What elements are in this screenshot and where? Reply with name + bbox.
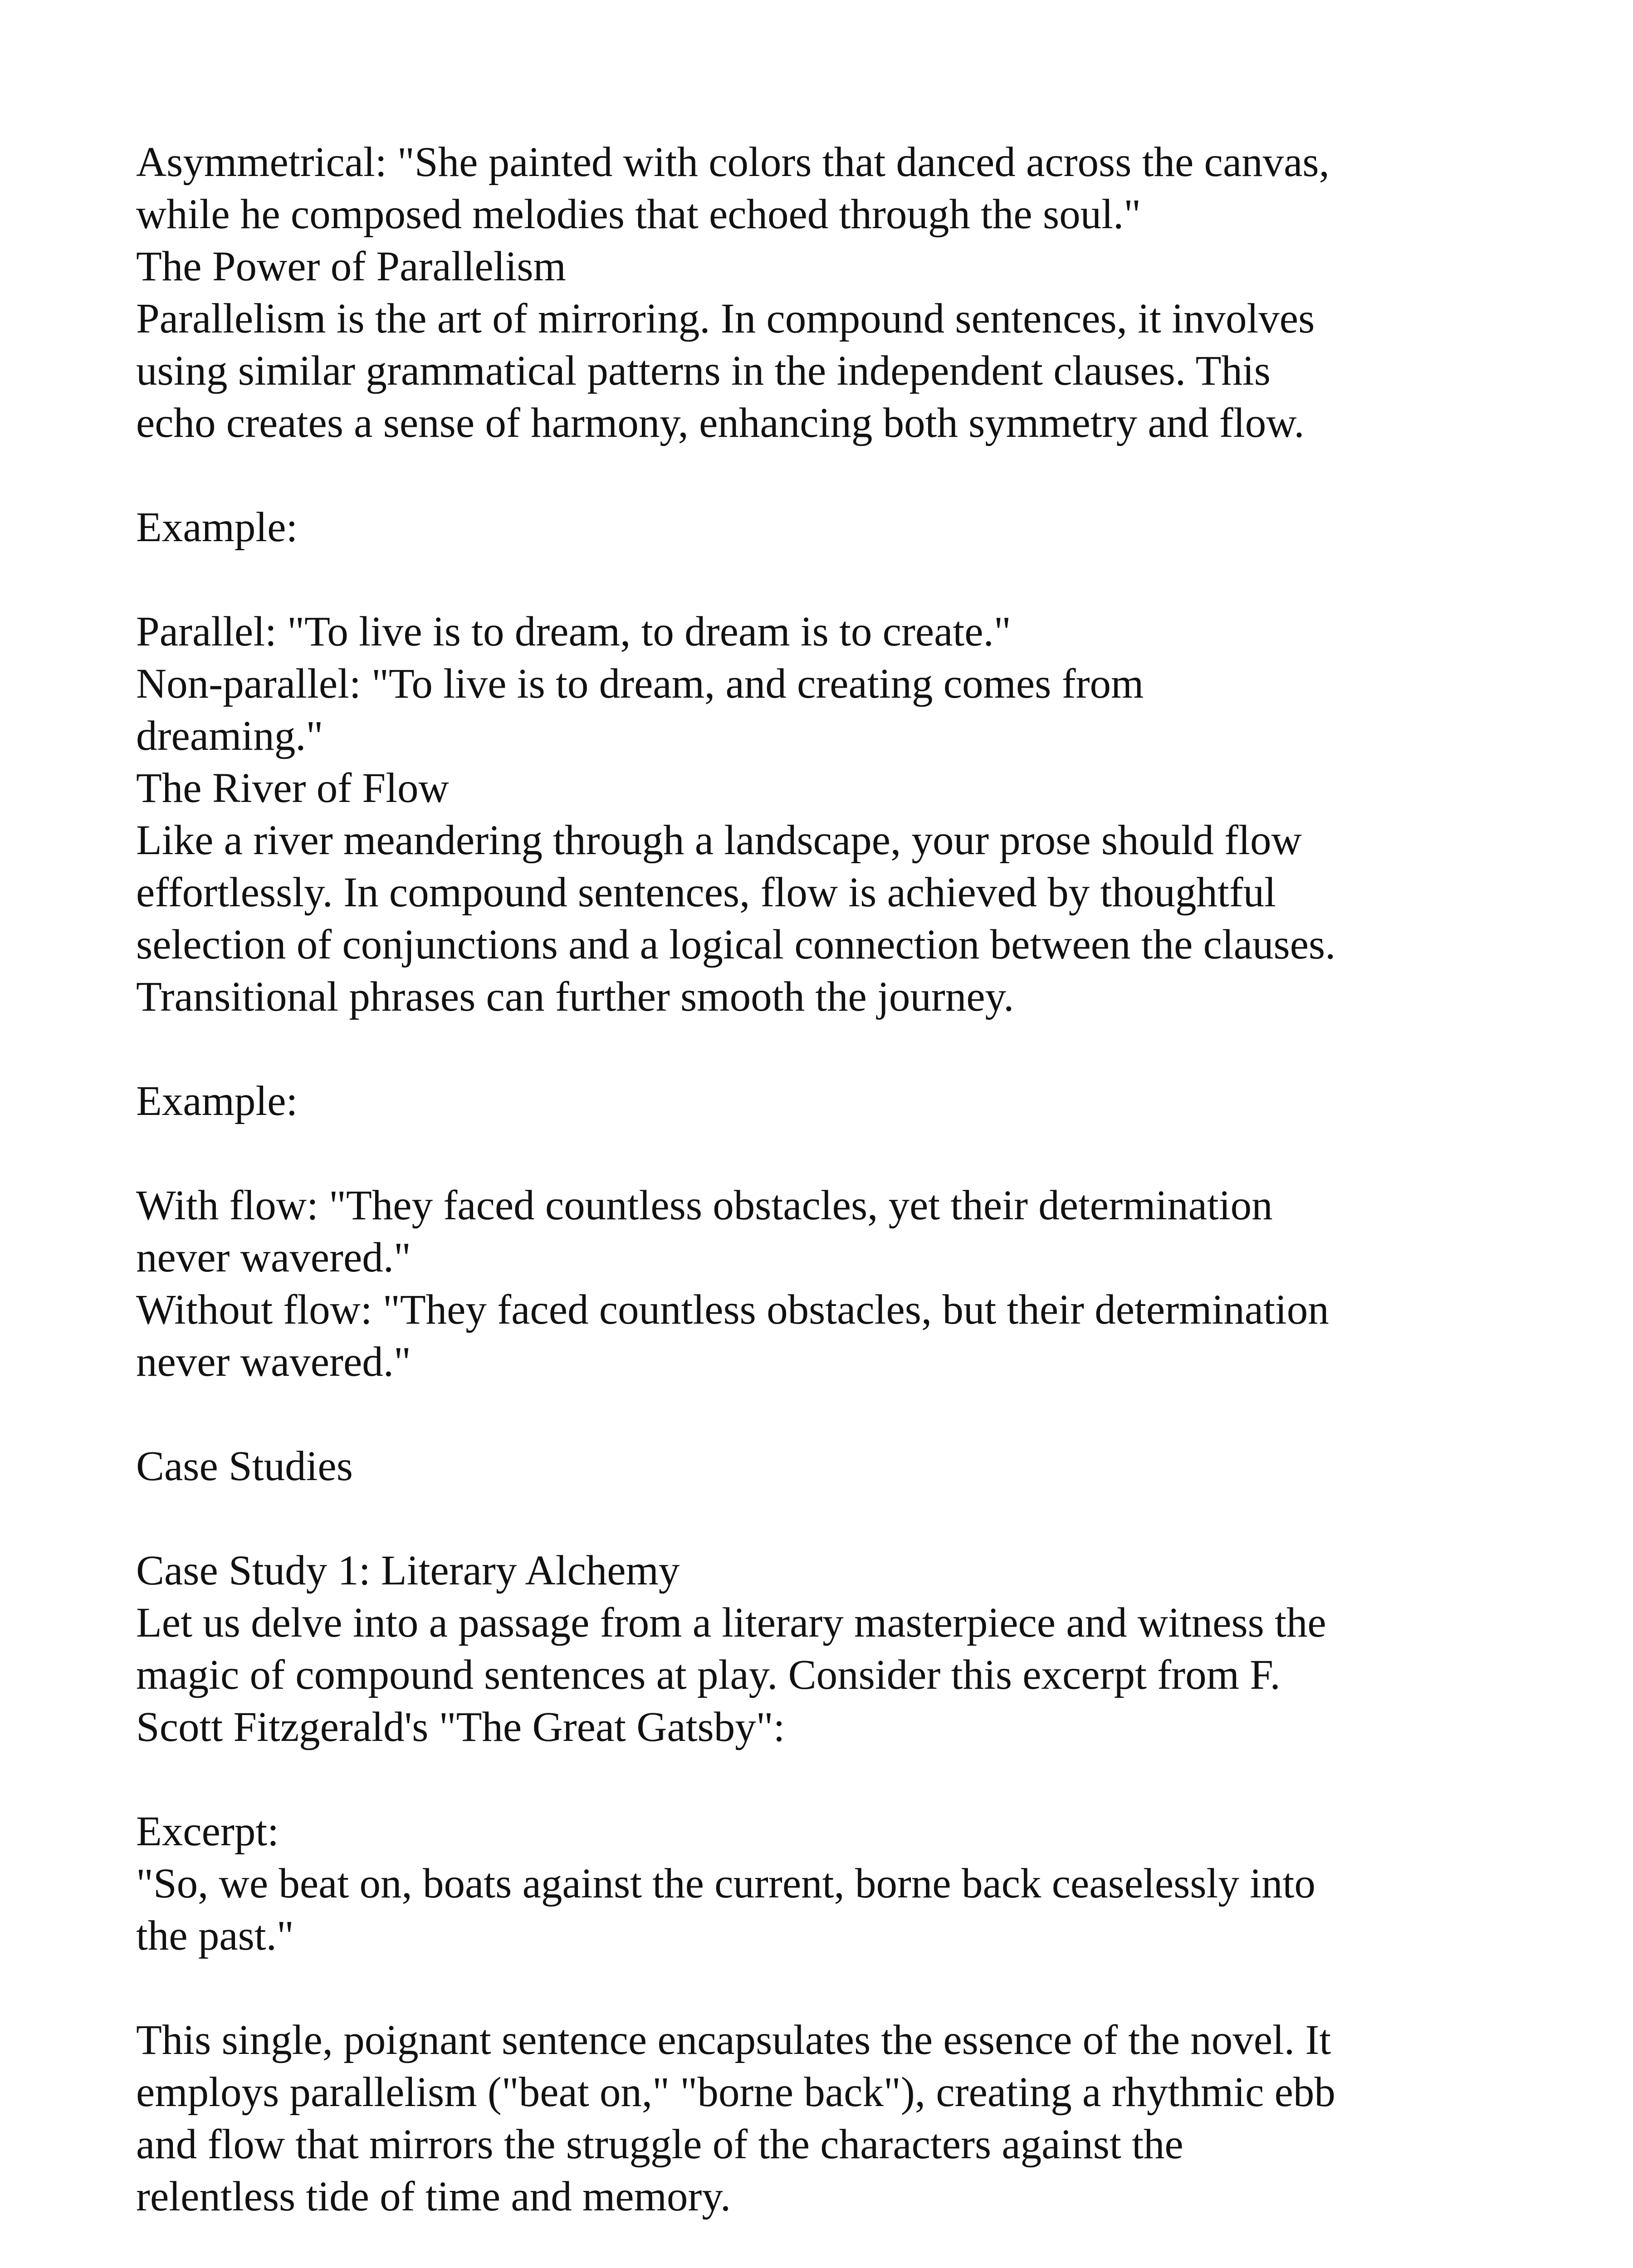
blank-line bbox=[136, 1492, 1497, 1545]
text-line: never wavered." bbox=[136, 1339, 411, 1385]
blank-line bbox=[136, 1388, 1497, 1440]
body-text bbox=[136, 136, 1497, 2223]
text-line: With flow: "They faced countless obstacles, yet their determination bbox=[136, 1182, 1273, 1229]
text-line: selection of conjunctions and a logical connection between the clauses. bbox=[136, 921, 1336, 968]
text-line: Without flow: "They faced countless obstacles, but their determination bbox=[136, 1286, 1329, 1333]
blank-line bbox=[136, 1127, 1497, 1179]
text-line: dreaming." bbox=[136, 713, 323, 759]
text-line: Case Study 1: Literary Alchemy bbox=[136, 1547, 680, 1594]
text-line: This single, poignant sentence encapsulates the essence of the novel. It bbox=[136, 2017, 1331, 2063]
text-line: and flow that mirrors the struggle of the characters against the bbox=[136, 2121, 1183, 2168]
text-line: Let us delve into a passage from a literary masterpiece and witness the bbox=[136, 1599, 1326, 1646]
text-line: employs parallelism ("beat on," "borne back"), creating a rhythmic ebb bbox=[136, 2069, 1335, 2116]
text-line: Example: bbox=[136, 504, 298, 551]
text-line: Non-parallel: "To live is to dream, and creating comes from bbox=[136, 660, 1144, 707]
text-line: Excerpt: bbox=[136, 1808, 279, 1855]
text-line: never wavered." bbox=[136, 1234, 411, 1281]
text-line: Asymmetrical: "She painted with colors that danced across the canvas, bbox=[136, 139, 1330, 186]
blank-line bbox=[136, 1753, 1497, 1805]
text-line: Transitional phrases can further smooth the journey. bbox=[136, 973, 1014, 1020]
text-line: Scott Fitzgerald's "The Great Gatsby": bbox=[136, 1704, 785, 1750]
text-line: The Power of Parallelism bbox=[136, 243, 566, 290]
text-line: "So, we beat on, boats against the current, borne back ceaselessly into bbox=[136, 1860, 1315, 1907]
text-line: the past." bbox=[136, 1912, 294, 1959]
blank-line bbox=[136, 1023, 1497, 1075]
text-line: The River of Flow bbox=[136, 765, 449, 811]
text-line: relentless tide of time and memory. bbox=[136, 2173, 731, 2220]
text-line: Example: bbox=[136, 1078, 298, 1124]
blank-line bbox=[136, 1962, 1497, 2014]
text-line: echo creates a sense of harmony, enhancing both symmetry and flow. bbox=[136, 400, 1305, 446]
text-line: using similar grammatical patterns in the independent clauses. This bbox=[136, 347, 1271, 394]
blank-line bbox=[136, 449, 1497, 501]
blank-line bbox=[136, 553, 1497, 606]
text-line: Case Studies bbox=[136, 1443, 353, 1490]
text-line: Parallel: "To live is to dream, to dream is to create." bbox=[136, 608, 1011, 655]
text-line: magic of compound sentences at play. Consider this excerpt from F. bbox=[136, 1652, 1281, 1698]
text-line: Parallelism is the art of mirroring. In compound sentences, it involves bbox=[136, 295, 1315, 342]
text-line: while he composed melodies that echoed through the soul." bbox=[136, 191, 1141, 238]
text-line: Like a river meandering through a landscape, your prose should flow bbox=[136, 817, 1302, 864]
text-line: effortlessly. In compound sentences, flow is achieved by thoughtful bbox=[136, 869, 1276, 916]
